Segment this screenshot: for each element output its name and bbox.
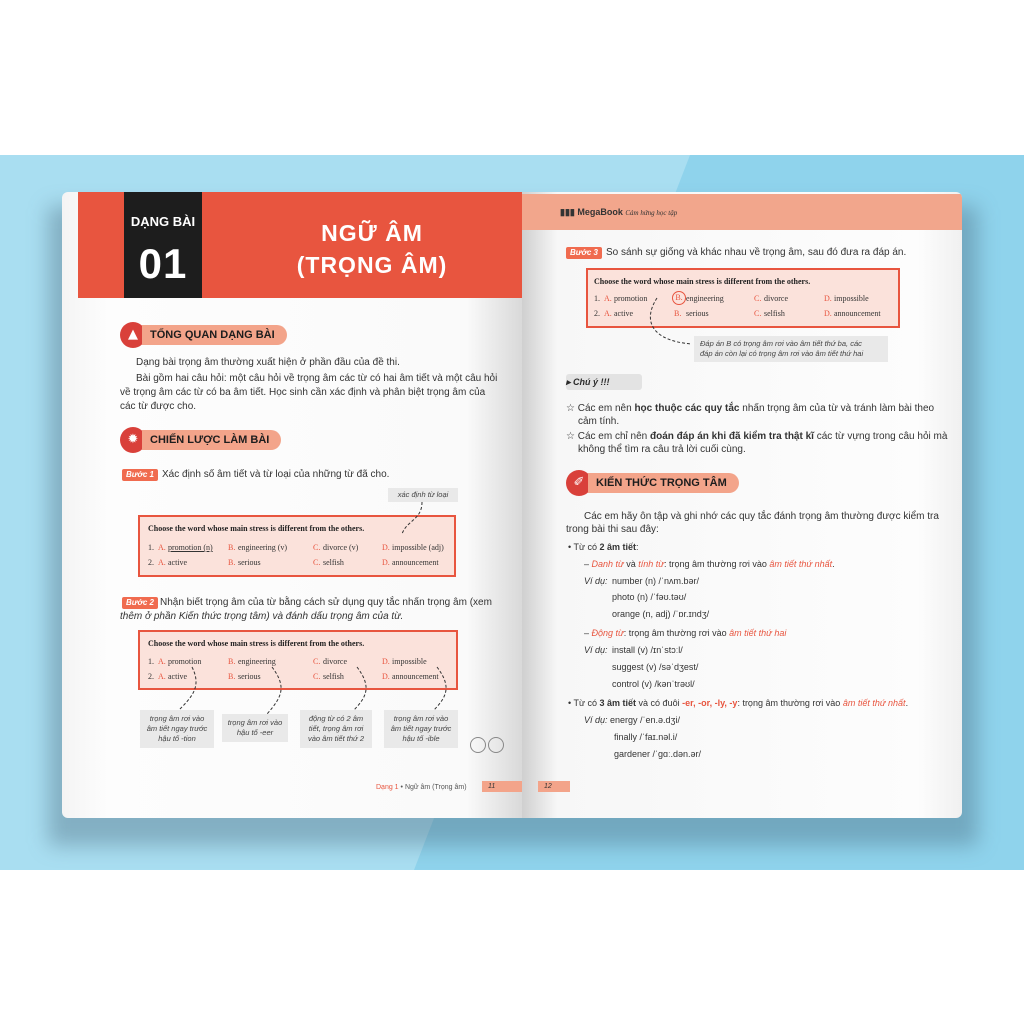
knowledge-intro-line2: trong bài thi sau đây: (566, 524, 659, 535)
q2-row2-letter-c: C. (313, 672, 321, 681)
q3-row2-letter-a: A. (604, 309, 612, 318)
callout-arrow-1 (392, 500, 432, 540)
rule-verb: – Động từ: trọng âm thường rơi vào âm tiết thứ hai (584, 628, 787, 638)
rule-3-syllables: • Từ có 3 âm tiết và có đuôi -er, -or, -ly, -y: trọng âm thường rơi vào âm tiết thứ nhất. (568, 698, 909, 708)
q1-row2-letter-b: B. (228, 558, 236, 567)
q3-row2-option-d: announcement (834, 309, 881, 318)
q1-row1-option-b: engineering (v) (238, 543, 288, 552)
example-photo: photo (n) /ˈfəʊ.təʊ/ (612, 592, 687, 602)
chapter-title-line1: NGỮ ÂM (321, 220, 423, 246)
q3-row2-option-b: serious (686, 309, 709, 318)
chapter-title-line2: (TRỌNG ÂM) (296, 252, 448, 278)
q1-row2-option-b: serious (238, 558, 261, 567)
q1-row1-option-c: divorce (v) (323, 543, 359, 552)
q2-row2-option-b: serious (238, 672, 261, 681)
q3-row1-letter-c: C. (754, 294, 762, 303)
q3-row2-letter-c: C. (754, 309, 762, 318)
chu-y-bullet-1-line2: cảm tính. (578, 416, 620, 427)
section-overview-title: TỔNG QUAN DẠNG BÀI (142, 325, 287, 345)
step3-label: Bước 3 (566, 247, 602, 259)
chu-y-bullet-2-line2: không thể tìm ra câu trả lời cuối cùng. (578, 444, 746, 455)
q3-row1-option-c: divorce (764, 294, 788, 303)
step1-label: Bước 1 (122, 469, 158, 481)
vi-du-label: Ví dụ: (584, 576, 608, 586)
answer-arrow (642, 296, 702, 352)
q1-row2-option-c: selfish (323, 558, 344, 567)
doodle-face-icon (488, 737, 504, 753)
q1-row1-option-d: impossible (adj) (392, 543, 444, 552)
q1-row2-num: 2. (148, 558, 154, 567)
q2-row1-option-c: divorce (323, 657, 347, 666)
note-tion: trọng âm rơi vào âm tiết ngay trước hậu tố -tion (140, 710, 214, 748)
left-page (62, 192, 522, 818)
example-install: install (v) /ɪnˈstɔːl/ (612, 645, 683, 655)
q3-row2-letter-b: B. (674, 309, 682, 318)
q2-row2-option-c: selfish (323, 672, 344, 681)
example-finally: finally /ˈfaɪ.nəl.i/ (614, 732, 678, 742)
q2-row2-letter-d: D. (382, 672, 390, 681)
q3-row1-num: 1. (594, 294, 600, 303)
q1-row2-option-d: announcement (392, 558, 439, 567)
step2-line1: Nhận biết trọng âm của từ bằng cách sử dụng quy tắc nhấn trọng âm (xem (160, 597, 492, 608)
example-energy: energy /ˈen.ə.dʒi/ (610, 715, 680, 725)
header-number: 01 (138, 240, 188, 287)
q3-row2-option-c: selfish (764, 309, 785, 318)
lightbulb-icon: ✹ (120, 427, 146, 453)
q3-row1-letter-a: A. (604, 294, 612, 303)
example-gardener: gardener /ˈɡɑː.dən.ər/ (614, 749, 702, 759)
chu-y-bullet-2: ☆ Các em chỉ nên đoán đáp án khi đã kiểm tra thật kĩ các từ vựng trong câu hỏi mà (566, 431, 948, 442)
rule-2-syllables: • Từ có 2 âm tiết: (568, 542, 639, 552)
q3-row1-letter-d: D. (824, 294, 832, 303)
page-number-left: 11 (482, 781, 522, 792)
q1-row2-option-a: active (168, 558, 188, 567)
q1-row1-letter-c: C. (313, 543, 321, 552)
step1-text: Xác định số âm tiết và từ loại của những từ đã cho. (162, 469, 390, 480)
q1-row2-letter-c: C. (313, 558, 321, 567)
q1-row1-letter-a: A. (158, 543, 166, 552)
q2-row1-option-d: impossible (392, 657, 427, 666)
example-control: control (v) /kənˈtrəʊl/ (612, 679, 695, 689)
q3-row1-letter-b-circled: B. (672, 291, 686, 305)
example-number: number (n) /ˈnʌm.bər/ (612, 576, 700, 586)
q2-row2-option-a: active (168, 672, 188, 681)
q2-row1-option-b: engineering (238, 657, 276, 666)
doodle-face-icon (470, 737, 486, 753)
overview-paragraph-2-line2: về trọng âm các từ có ba âm tiết. Học sinh cần xác định và phân biệt trọng âm của (120, 387, 486, 398)
star-icon: ☆ (566, 431, 575, 442)
note-eer: trọng âm rơi vào hậu tố -eer (222, 714, 288, 742)
megaphone-icon: ▸ (566, 377, 571, 387)
answer-note: Đáp án B có trọng âm rơi vào âm tiết thứ ba, các đáp án còn lại có trọng âm rơi vào âm tiết thứ hai (694, 336, 888, 362)
q3-row1-option-a: promotion (614, 294, 648, 303)
overview-paragraph-2-line1: Bài gồm hai câu hỏi: một câu hỏi về trọng âm các từ có hai âm tiết và một câu hỏi (136, 373, 498, 384)
q2-row1-letter-d: D. (382, 657, 390, 666)
note-verb-2-syllables: động từ có 2 âm tiết, trọng âm rơi vào âm tiết thứ 2 (300, 710, 372, 748)
section-strategy-title: CHIẾN LƯỢC LÀM BÀI (142, 430, 281, 450)
example-orange: orange (n, adj) /ˈɒr.ɪndʒ/ (612, 609, 710, 619)
callout-word-type: xác định từ loại (388, 488, 458, 502)
question-box-3 (586, 268, 900, 328)
question-heading: Choose the word whose main stress is different from the others. (148, 524, 365, 533)
brand-logo: ▮▮▮ MegaBook Cảm hứng học tập (560, 207, 678, 217)
step2-label: Bước 2 (122, 597, 158, 609)
q1-row2-letter-a: A. (158, 558, 166, 567)
section-knowledge-title: KIẾN THỨC TRỌNG TÂM (588, 473, 739, 493)
q3-row2-num: 2. (594, 309, 600, 318)
q2-row2-letter-b: B. (228, 672, 236, 681)
q2-row1-option-a: promotion (168, 657, 202, 666)
q2-row1-num: 1. (148, 657, 154, 666)
clipboard-icon: ✐ (566, 470, 592, 496)
q3-row1-option-b: engineering (686, 294, 724, 303)
question-heading: Choose the word whose main stress is different from the others. (148, 639, 365, 648)
q2-row2-num: 2. (148, 672, 154, 681)
question-heading: Choose the word whose main stress is different from the others. (594, 277, 811, 286)
graduation-cap-icon: ▲ (120, 322, 146, 348)
q1-row1-letter-d: D. (382, 543, 390, 552)
q3-row1-option-d: impossible (834, 294, 869, 303)
right-page (522, 192, 962, 818)
rule-noun-adj: – Danh từ và tính từ: trọng âm thường rơi vào âm tiết thứ nhất. (584, 559, 835, 569)
knowledge-intro-line1: Các em hãy ôn tập và ghi nhớ các quy tắc đánh trọng âm thường được kiểm tra (584, 511, 939, 522)
q2-row1-letter-a: A. (158, 657, 166, 666)
overview-paragraph-1: Dạng bài trọng âm thường xuất hiện ở phần đầu của đề thi. (136, 357, 400, 368)
star-icon: ☆ (566, 403, 575, 414)
q1-row1-num: 1. (148, 543, 154, 552)
q1-row1-letter-b: B. (228, 543, 236, 552)
example-suggest: suggest (v) /səˈdʒest/ (612, 662, 699, 672)
page-number-right: 12 (538, 781, 570, 792)
chu-y-bullet-1: ☆ Các em nên học thuộc các quy tắc nhấn trọng âm của từ và tránh làm bài theo (566, 403, 935, 414)
q1-row1-option-a: promotion (n) (168, 543, 213, 552)
q2-row2-letter-a: A. (158, 672, 166, 681)
vi-du-label: Ví dụ: (584, 645, 608, 655)
footer-chapter: Dạng 1 • Ngữ âm (Trọng âm) (376, 784, 467, 791)
chu-y-badge: ▸ Chú ý !!! (566, 374, 642, 390)
step2-line2: thêm ở phần Kiến thức trọng tâm) và đánh dấu trọng âm của từ. (120, 611, 404, 622)
q3-row2-option-a: active (614, 309, 634, 318)
overview-paragraph-2-line3: các từ được cho. (120, 401, 197, 412)
q1-row2-letter-d: D. (382, 558, 390, 567)
q2-row2-option-d: announcement (392, 672, 439, 681)
note-ible: trọng âm rơi vào âm tiết ngay trước hậu tố -ible (384, 710, 458, 748)
q2-row1-letter-c: C. (313, 657, 321, 666)
vi-du-label: Ví dụ: (584, 715, 608, 725)
header-dang-bai: DẠNG BÀI (130, 214, 196, 229)
q2-row1-letter-b: B. (228, 657, 236, 666)
q3-row2-letter-d: D. (824, 309, 832, 318)
step3-text: So sánh sự giống và khác nhau về trọng âm, sau đó đưa ra đáp án. (606, 247, 907, 258)
